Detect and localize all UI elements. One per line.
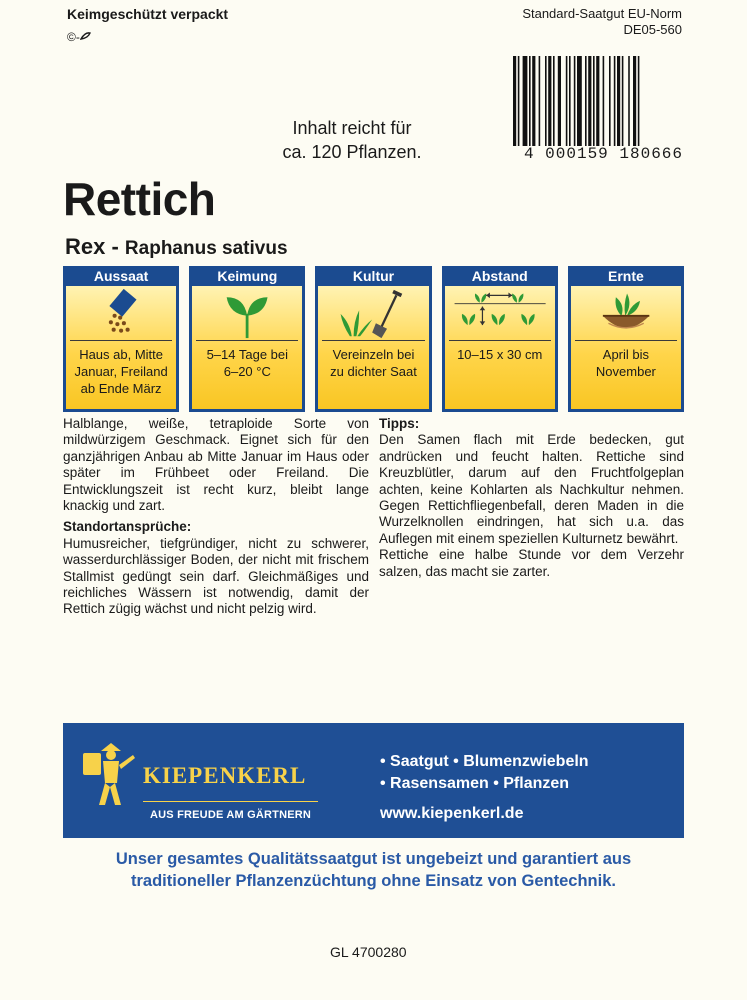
info-box-title: Abstand xyxy=(471,268,528,284)
spade-plants-icon xyxy=(322,286,424,341)
product-range-line-1: • Saatgut • Blumenzwiebeln xyxy=(380,753,589,770)
tips-column xyxy=(379,416,684,580)
barcode-number: 4 000159 180666 xyxy=(523,145,683,163)
spacing-icon xyxy=(449,286,551,341)
info-box-ernte xyxy=(568,266,684,412)
standard-norm: Standard-Saatgut EU-Norm xyxy=(522,6,682,21)
info-line: 10–15 x 30 cm xyxy=(457,347,543,362)
barcode-bar xyxy=(558,56,561,146)
barcode-bar xyxy=(518,56,520,146)
info-line: Vereinzeln bei xyxy=(332,347,415,362)
website-link[interactable]: www.kiepenkerl.de xyxy=(380,805,524,822)
cultivation-info xyxy=(63,266,684,412)
info-box-title: Aussaat xyxy=(93,268,149,284)
description-column xyxy=(63,416,369,618)
contents-line-2: ca. 120 Pflanzen. xyxy=(282,142,422,162)
barcode-bar xyxy=(622,56,624,146)
barcode-bar xyxy=(603,56,605,146)
info-line: April bis xyxy=(602,347,650,362)
latin-name: Raphanus sativus xyxy=(124,238,288,259)
standard-label xyxy=(470,6,682,38)
info-line: 6–20 °C xyxy=(223,364,271,379)
contents-line-1: Inhalt reicht für xyxy=(292,118,412,138)
barcode-bar xyxy=(529,56,531,146)
barcode-bar xyxy=(574,56,576,146)
article-code: GL 4700280 xyxy=(330,944,407,960)
seed-protection-label: Keimgeschützt verpackt xyxy=(67,6,229,22)
barcode-bar xyxy=(593,56,595,146)
info-line: Haus ab, Mitte xyxy=(79,347,164,362)
quality-line-1: Unser gesamtes Qualitätssaatgut ist ungebeizt und garantiert aus xyxy=(115,850,632,868)
barcode-bar xyxy=(532,56,535,146)
info-box-abstand xyxy=(442,266,558,412)
brand-divider xyxy=(143,801,318,802)
info-box-title: Ernte xyxy=(608,268,644,284)
site-text: Humusreicher, tiefgründiger, nicht zu schwerer, wasserdurchlässiger Boden, der nicht mit frischem Stallmist gedüngt sein darf. Gleichmäßiges und reichliches Wässern ist notwendig, damit der Rettich zügig wächst und nicht pelzig wird. xyxy=(63,535,369,617)
info-line: zu dichter Saat xyxy=(330,364,417,379)
product-range-line-2: • Rasensamen • Pflanzen xyxy=(380,775,570,792)
barcode-bar xyxy=(553,56,555,146)
kiepenkerl-figure-icon xyxy=(79,739,139,811)
product-name: Rettich xyxy=(63,173,216,225)
barcode-bar xyxy=(614,56,616,146)
barcode-bar xyxy=(545,56,547,146)
info-line: 5–14 Tage bei xyxy=(206,347,289,362)
barcode-bar xyxy=(569,56,571,146)
seedling-icon xyxy=(196,286,298,341)
seed-protection-icon xyxy=(80,31,92,41)
info-box-aussaat xyxy=(63,266,179,412)
barcode-bar xyxy=(638,56,640,146)
tips-heading: Tipps: xyxy=(379,416,420,431)
contents-note xyxy=(262,116,442,164)
standard-code: DE05-560 xyxy=(623,22,682,37)
barcode-bar xyxy=(566,56,568,146)
seed-packet-icon xyxy=(70,286,172,341)
barcode-bar xyxy=(628,56,630,146)
variety-name: Rex - xyxy=(65,234,119,259)
barcode-bar xyxy=(588,56,591,146)
brand-banner xyxy=(63,723,684,838)
barcode-bar xyxy=(617,56,620,146)
tips-text-2: Rettiche eine halbe Stunde vor dem Verzehr salzen, das macht sie zarter. xyxy=(379,547,684,579)
product-variety xyxy=(65,234,288,260)
site-heading: Standortansprüche: xyxy=(63,519,192,535)
barcode-bar xyxy=(513,56,516,146)
info-line: Januar, Freiland xyxy=(74,364,168,379)
barcode-bar xyxy=(585,56,587,146)
barcode-bar xyxy=(609,56,611,146)
harvest-bowl-icon xyxy=(575,286,677,341)
barcode-bar xyxy=(633,56,636,146)
barcode-bar xyxy=(596,56,599,146)
info-line: November xyxy=(595,364,656,379)
description-text: Halblange, weiße, tetraploide Sorte von mildwürzigem Geschmack. Eignet sich für den ganzjährigen Anbau ab Mitte Januar im Haus oder später im Frühbeet oder Freiland. Die Entwicklungszeit ist recht kurz, bleibt lange knackig und zart. xyxy=(63,416,369,514)
barcode-bar xyxy=(577,56,582,146)
barcode-bar xyxy=(548,56,551,146)
quality-line-2: traditioneller Pflanzenzüchtung ohne Einsatz von Gentechnik. xyxy=(131,872,616,890)
brand-name: KIEPENKERL xyxy=(143,763,307,788)
barcode-bar xyxy=(523,56,528,146)
quality-statement xyxy=(63,848,684,892)
info-box-keimung xyxy=(189,266,305,412)
barcode xyxy=(513,56,676,146)
copyright-mark: ©- xyxy=(67,30,92,44)
tips-text: Den Samen flach mit Erde bedecken, gut andrücken und feucht halten. Rettiche sind Kreuzblütler, darum auf den Fruchtfolgeplan achten, keine Kohlarten als Nachkultur nehmen. Gegen Rettichfliegenbefall, deren Maden in die Wurzelknollen eindringen, hat sich u.a. das Auflegen mit einem speziellen Kulturnetz bewährt. xyxy=(379,432,684,546)
info-box-title: Kultur xyxy=(352,268,395,284)
barcode-bar xyxy=(539,56,541,146)
info-box-kultur xyxy=(315,266,431,412)
info-line: ab Ende März xyxy=(80,381,162,396)
info-box-title: Keimung xyxy=(217,268,278,284)
brand-slogan: AUS FREUDE AM GÄRTNERN xyxy=(150,809,312,821)
